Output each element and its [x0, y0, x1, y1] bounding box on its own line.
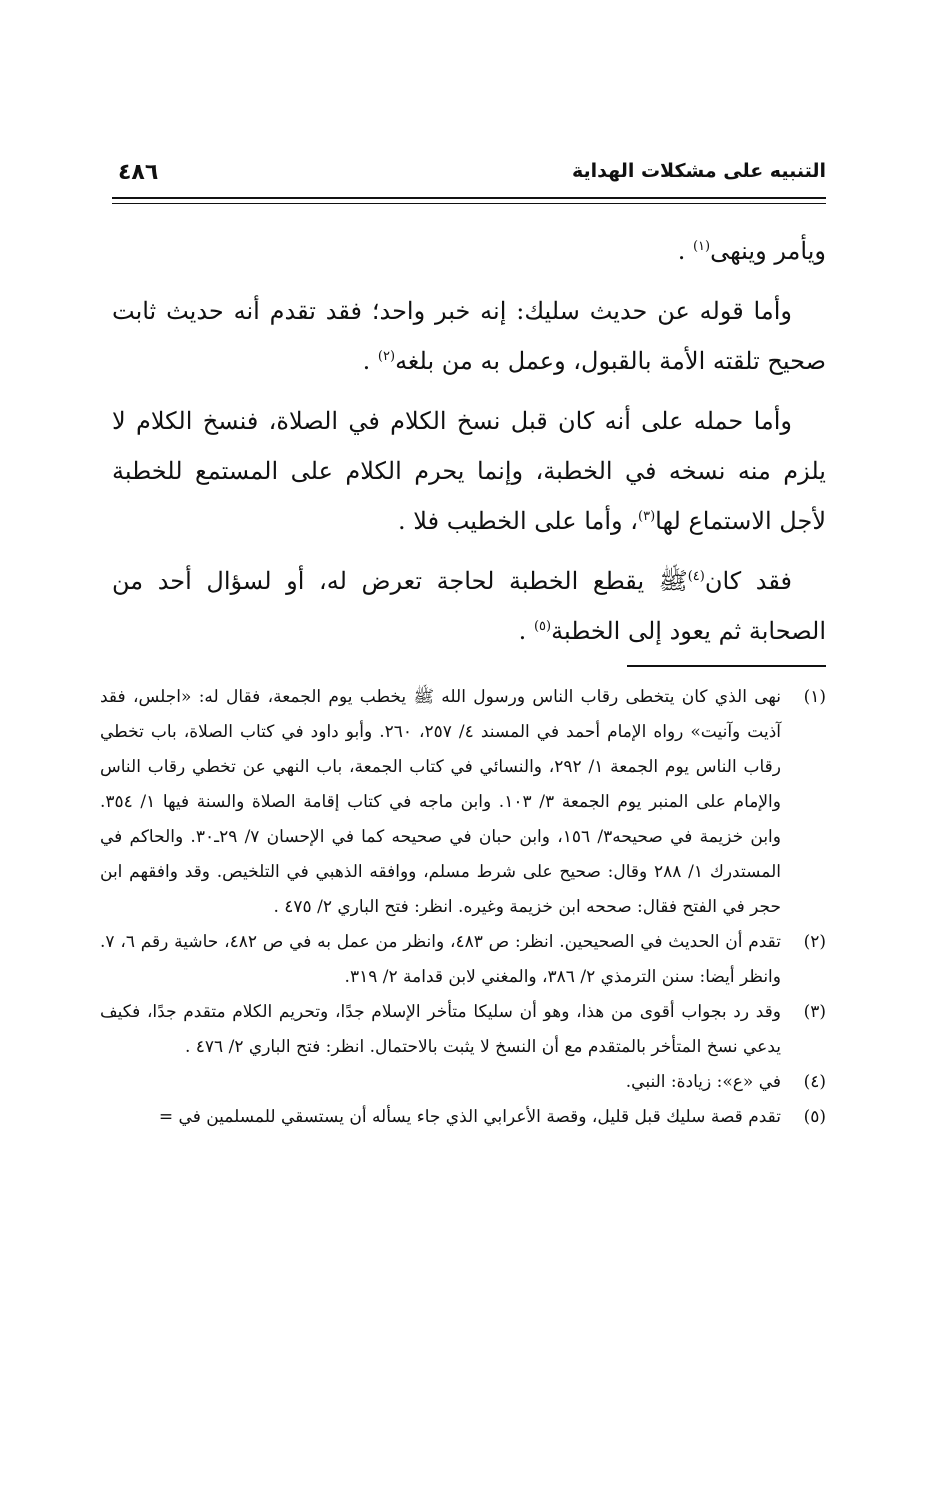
page-number: ٤٨٦	[118, 160, 159, 185]
header-rule-thick	[112, 197, 826, 199]
footnote-number: (٤)	[803, 1072, 826, 1092]
footnote-text: تقدم أن الحديث في الصحيحين. انظر: ص ٤٨٣، وانظر من عمل به في ص ٤٨٢، حاشية رقم ٦، ٧. وانظر أيضا: سنن الترمذي ٢/ ٣٨٦، والمغني لابن قدامة ٢/ ٣١٩.	[100, 932, 782, 987]
footnote	[100, 1065, 826, 1100]
footnote-number: (٢)	[803, 932, 826, 952]
footnote	[100, 995, 826, 1065]
footnote-ref: (٢)	[377, 349, 396, 364]
paragraph: وأما حمله على أنه كان قبل نسخ الكلام في الصلاة، فنسخ الكلام لا يلزم منه نسخه في الخطبة، وإنما يحرم الكلام على المستمع للخطبة لأجل الاستماع لها$^{(٣)}$، وأما على الخطيب فلا .	[112, 407, 826, 535]
footnote-ref: (٣)	[638, 509, 656, 524]
footnote	[100, 1100, 826, 1135]
footnote-ref: (٥)	[533, 619, 552, 634]
footnote-number: (٥)	[803, 1107, 826, 1127]
footnote-ref: (٤)	[687, 569, 705, 584]
paragraph: وأما قوله عن حديث سليك: إنه خبر واحد؛ فقد تقدم أنه حديث ثابت صحيح تلقته الأمة بالقبول، وعمل به من بلغه$^{(٢)}$ .	[112, 297, 826, 375]
footnote-ref: (١)	[692, 239, 711, 254]
footnote-separator	[627, 665, 826, 667]
book-title: التنبيه على مشكلات الهداية	[572, 160, 826, 182]
footnote-text: تقدم قصة سليك قبل قليل، وقصة الأعرابي الذي جاء يسأله أن يستسقي للمسلمين في =	[158, 1107, 781, 1127]
main-text	[112, 226, 826, 666]
paragraph: ويأمر وينهى$^{(١)}$ .	[677, 237, 826, 265]
footnote-number: (٣)	[803, 1002, 826, 1022]
paragraph: فقد كان$^{(٤)}$ﷺ يقطع الخطبة لحاجة تعرض له، أو لسؤال أحد من الصحابة ثم يعود إلى الخطبة$^{(٥)}$ .	[112, 567, 826, 645]
running-header	[112, 158, 826, 198]
header-rule-thin	[112, 203, 826, 204]
footnote-number: (١)	[803, 687, 826, 707]
footnote	[100, 925, 826, 995]
footnotes	[100, 680, 826, 1135]
footnote	[100, 680, 826, 925]
footnote-text: نهى الذي كان يتخطى رقاب الناس ورسول الله ﷺ يخطب يوم الجمعة، فقال له: «اجلس، فقد آذيت وآنيت» رواه الإمام أحمد في المسند ٤/ ٢٥٧، ٢٦٠. وأبو داود في كتاب الصلاة، باب تخطي رقاب الناس يوم الجمعة ١/ ٢٩٢، والنسائي في كتاب الجمعة، باب النهي عن تخطي رقاب الناس والإمام على المنبر يوم الجمعة ٣/ ١٠٣. وابن ماجه في كتاب إقامة الصلاة والسنة فيها ١/ ٣٥٤. وابن خزيمة في صحيحه٣/ ١٥٦، وابن حبان في صحيحه كما في الإحسان ٧/ ٢٩ـ٣٠. والحاكم في المستدرك ١/ ٢٨٨ وقال: صحيح على شرط مسلم، ووافقه الذهبي في التلخيص. وقد وافقهم ابن حجر في الفتح فقال: صححه ابن خزيمة وغيره. انظر: فتح الباري ٢/ ٤٧٥ .	[100, 687, 781, 917]
footnote-text: في «ع»: زيادة: النبي.	[625, 1072, 781, 1092]
footnote-text: وقد رد بجواب أقوى من هذا، وهو أن سليكا متأخر الإسلام جدًا، وتحريم الكلام متقدم جدًا، فكيف يدعي نسخ المتأخر بالمتقدم مع أن النسخ لا يثبت بالاحتمال. انظر: فتح الباري ٢/ ٤٧٦ .	[100, 1002, 781, 1057]
